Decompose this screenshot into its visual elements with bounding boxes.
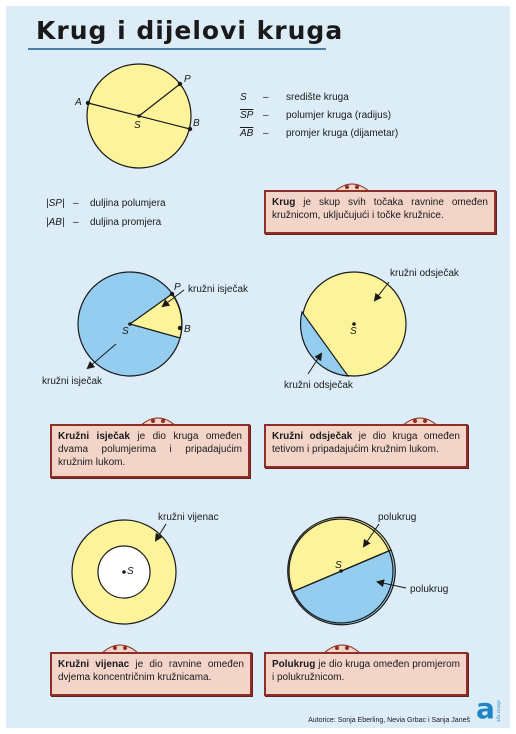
legend-symbol-ab: $\overline{AB}$ — [240, 128, 254, 139]
annulus-label-s: S — [127, 566, 134, 577]
definition-polukrug — [264, 652, 468, 696]
legend-text-s: središte kruga — [286, 92, 349, 103]
label-p: P — [184, 74, 191, 85]
length-text-ab: duljina promjera — [90, 217, 162, 228]
point-p — [178, 82, 182, 86]
definition-text: je skup svih točaka ravnine omeđen kružnicom, uključujući i točke kružnice. — [272, 197, 488, 221]
figures-canvas — [6, 6, 510, 728]
annulus-point-s — [122, 570, 126, 574]
peeking-face-icon — [322, 639, 362, 653]
definition-text: je dio kruga omeđen tetivom i pripadajućim kružnim lukom. — [272, 431, 460, 455]
definition-term: Kružni odsječak — [272, 431, 353, 442]
semicircle-label-s: S — [335, 560, 342, 571]
length-dash: – — [73, 217, 79, 228]
definition-term: Polukrug — [272, 659, 316, 670]
sector-label-b: B — [184, 324, 191, 335]
definition-vijenac — [50, 652, 252, 696]
length-symbol-sp: |SP| — [46, 198, 65, 209]
length-symbol-ab: |AB| — [46, 217, 65, 228]
sector-label-top: kružni isječak — [188, 284, 249, 295]
figure-circle-basic — [86, 64, 192, 168]
segment-label-s: S — [350, 326, 357, 337]
peeking-face-icon — [100, 639, 140, 653]
semicircle-label-top: polukrug — [378, 512, 417, 523]
definition-krug — [264, 190, 496, 234]
legend-text-sp: polumjer kruga (radijus) — [286, 110, 392, 121]
figure-segment — [301, 272, 406, 376]
label-b: B — [193, 118, 200, 129]
sector-point-b — [178, 326, 182, 330]
definition-term: Krug — [272, 197, 296, 208]
label-s: S — [134, 120, 141, 131]
publisher-logo-icon — [474, 694, 504, 724]
definition-term: Kružni vijenac — [58, 659, 130, 670]
figure-sector — [78, 272, 184, 376]
poster — [6, 6, 510, 728]
page-title: Krug i dijelovi kruga — [36, 16, 344, 45]
point-b — [188, 127, 192, 131]
sector-label-s: S — [122, 326, 129, 337]
sector-label-bottom: kružni isječak — [42, 376, 103, 387]
legend-text-ab: promjer kruga (dijametar) — [286, 128, 399, 139]
segment-label-bottom: kružni odsječak — [284, 380, 353, 391]
length-text-sp: duljina polumjera — [90, 198, 166, 209]
svg-text:a: a — [476, 694, 495, 724]
annulus-label: kružni vijenac — [158, 512, 219, 523]
definition-text: je dio kruga omeđen dvama polumjerima i pripadajućim kružnim lukom. — [58, 431, 242, 468]
svg-text:alfa znanje: alfa znanje — [496, 700, 501, 722]
figure-semicircle — [288, 517, 406, 625]
legend-dash: – — [263, 110, 269, 121]
point-a — [86, 101, 90, 105]
sector-label-p: P — [174, 282, 181, 293]
legend-symbol-sp: $\overline{SP}$ — [240, 110, 254, 121]
legend-symbol-s: S — [240, 92, 247, 103]
point-s — [137, 114, 141, 118]
legend-dash: – — [263, 92, 269, 103]
authors-credit: Autorice: Sonja Eberling, Nevia Grbac i Sanja Janeš — [308, 717, 470, 724]
legend-dash: – — [263, 128, 269, 139]
segment-label-top: kružni odsječak — [390, 268, 459, 279]
length-dash: – — [73, 198, 79, 209]
definition-odsjecak — [264, 424, 468, 468]
figure-annulus — [72, 520, 176, 624]
definition-text: je dio ravnine omeđen dvjema koncentričnim kružnicama. — [58, 659, 244, 683]
label-a: A — [75, 97, 82, 108]
definition-term: Kružni isječak — [58, 431, 130, 442]
definition-text: je dio kruga omeđen promjerom i polukružnicom. — [272, 659, 460, 683]
semicircle-label-right: polukrug — [410, 584, 449, 595]
definition-isjecak — [50, 424, 250, 478]
